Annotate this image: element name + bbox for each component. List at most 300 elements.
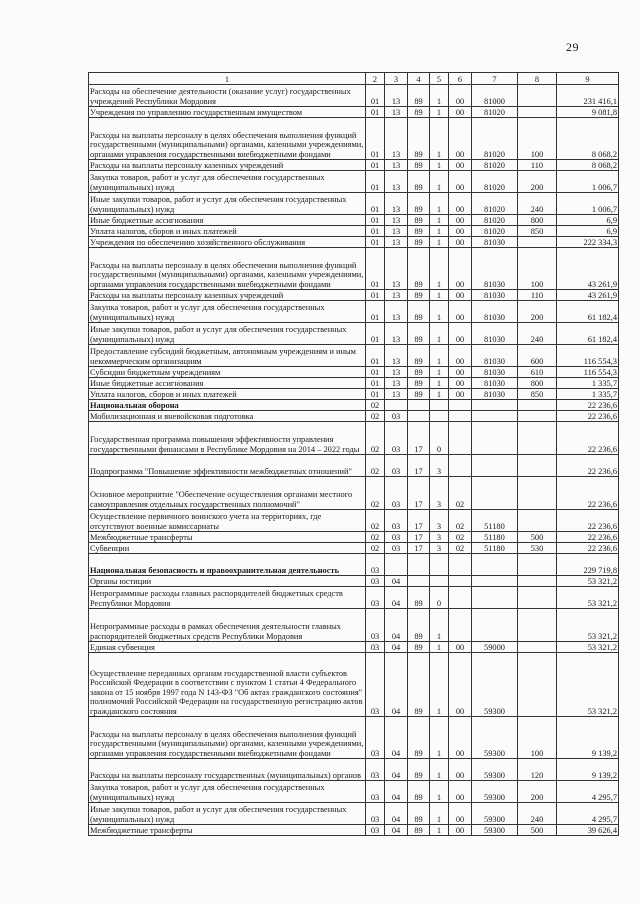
amount-cell: 1 335,7: [557, 389, 619, 400]
row-name-cell: Подпрограмма "Повышение эффективности межбюджетных отношений": [89, 455, 366, 477]
expense-type-cell: 100: [518, 717, 557, 759]
direction-code-cell: 81030: [472, 301, 518, 323]
section-code-cell: 01: [366, 215, 385, 226]
direction-code-cell: 59300: [472, 717, 518, 759]
program-code-cell: 89: [408, 193, 430, 215]
column-header: 8: [518, 73, 557, 85]
expense-type-cell: [518, 107, 557, 118]
program-code-cell: 89: [408, 781, 430, 803]
subprogram-code-cell: 1: [430, 803, 449, 825]
amount-cell: 22 236,6: [557, 510, 619, 532]
row-name-cell: Субсидии бюджетным учреждениям: [89, 367, 366, 378]
event-code-cell: 00: [449, 290, 472, 301]
budget-table-container: [88, 72, 618, 836]
subsection-code-cell: 04: [385, 576, 408, 587]
program-code-cell: 89: [408, 118, 430, 160]
subprogram-code-cell: 1: [430, 248, 449, 290]
direction-code-cell: [472, 576, 518, 587]
expense-type-cell: 200: [518, 301, 557, 323]
expense-type-cell: [518, 422, 557, 455]
row-name-cell: Расходы на выплаты персоналу в целях обеспечения выполнения функций государственными (муниципальными) органами, казенными учреждениями, органами управления государственными внебюджетными фондами: [89, 248, 366, 290]
table-row: [89, 290, 619, 301]
subprogram-code-cell: 3: [430, 477, 449, 510]
expense-type-cell: 240: [518, 323, 557, 345]
column-header: 3: [385, 73, 408, 85]
subsection-code-cell: 13: [385, 301, 408, 323]
event-code-cell: 00: [449, 781, 472, 803]
program-code-cell: 17: [408, 532, 430, 543]
event-code-cell: 00: [449, 389, 472, 400]
expense-type-cell: 110: [518, 290, 557, 301]
event-code-cell: 00: [449, 759, 472, 781]
amount-cell: 116 554,3: [557, 345, 619, 367]
direction-code-cell: 81030: [472, 367, 518, 378]
table-row: [89, 642, 619, 653]
subprogram-code-cell: 1: [430, 160, 449, 171]
amount-cell: 1 006,7: [557, 171, 619, 193]
section-code-cell: 03: [366, 576, 385, 587]
table-body: [89, 85, 619, 836]
expense-type-cell: [518, 510, 557, 532]
amount-cell: 39 626,4: [557, 825, 619, 836]
amount-cell: 53 321,2: [557, 653, 619, 717]
direction-code-cell: [472, 422, 518, 455]
expense-type-cell: [518, 653, 557, 717]
direction-code-cell: 81030: [472, 237, 518, 248]
row-name-cell: Иные закупки товаров, работ и услуг для обеспечения государственных (муниципальных) нужд: [89, 193, 366, 215]
expense-type-cell: 100: [518, 118, 557, 160]
direction-code-cell: 59300: [472, 825, 518, 836]
section-code-cell: 02: [366, 543, 385, 554]
amount-cell: 53 321,2: [557, 576, 619, 587]
row-name-cell: Непрограммные расходы главных распорядителей бюджетных средств Республики Мордовия: [89, 587, 366, 609]
program-code-cell: 89: [408, 609, 430, 642]
section-code-cell: 01: [366, 193, 385, 215]
amount-cell: 229 719,8: [557, 554, 619, 576]
program-code-cell: 89: [408, 215, 430, 226]
expense-type-cell: 120: [518, 759, 557, 781]
column-header: 5: [430, 73, 449, 85]
expense-type-cell: [518, 642, 557, 653]
event-code-cell: 00: [449, 248, 472, 290]
subsection-code-cell: 13: [385, 107, 408, 118]
event-code-cell: 00: [449, 85, 472, 107]
direction-code-cell: [472, 587, 518, 609]
section-code-cell: 02: [366, 411, 385, 422]
table-row: [89, 455, 619, 477]
direction-code-cell: 81030: [472, 323, 518, 345]
expense-type-cell: [518, 554, 557, 576]
amount-cell: 22 236,6: [557, 477, 619, 510]
row-name-cell: Иные бюджетные ассигнования: [89, 378, 366, 389]
row-name-cell: Органы юстиции: [89, 576, 366, 587]
subsection-code-cell: 04: [385, 825, 408, 836]
row-name-cell: Иные закупки товаров, работ и услуг для обеспечения государственных (муниципальных) нужд: [89, 323, 366, 345]
row-name-cell: Государственная программа повышения эффективности управления государственными финансами в Республике Мордовия на 2014 – 2022 годы: [89, 422, 366, 455]
direction-code-cell: 59300: [472, 803, 518, 825]
event-code-cell: 00: [449, 642, 472, 653]
amount-cell: 8 068,2: [557, 118, 619, 160]
subprogram-code-cell: 3: [430, 543, 449, 554]
event-code-cell: 00: [449, 653, 472, 717]
table-row: [89, 171, 619, 193]
table-row: [89, 237, 619, 248]
table-row: [89, 378, 619, 389]
row-name-cell: Уплата налогов, сборов и иных платежей: [89, 389, 366, 400]
direction-code-cell: 59300: [472, 653, 518, 717]
subprogram-code-cell: [430, 554, 449, 576]
expense-type-cell: [518, 477, 557, 510]
subsection-code-cell: 03: [385, 477, 408, 510]
expense-type-cell: [518, 455, 557, 477]
section-code-cell: 01: [366, 171, 385, 193]
program-code-cell: 17: [408, 477, 430, 510]
table-row: [89, 653, 619, 717]
event-code-cell: 02: [449, 477, 472, 510]
subprogram-code-cell: 1: [430, 378, 449, 389]
table-row: [89, 510, 619, 532]
table-row: [89, 543, 619, 554]
expense-type-cell: 800: [518, 378, 557, 389]
section-code-cell: 01: [366, 301, 385, 323]
program-code-cell: 89: [408, 642, 430, 653]
section-code-cell: 03: [366, 554, 385, 576]
expense-type-cell: 530: [518, 543, 557, 554]
subsection-code-cell: 13: [385, 118, 408, 160]
event-code-cell: 02: [449, 510, 472, 532]
program-code-cell: 89: [408, 160, 430, 171]
subsection-code-cell: 13: [385, 248, 408, 290]
subsection-code-cell: [385, 400, 408, 411]
subprogram-code-cell: 1: [430, 653, 449, 717]
section-code-cell: 01: [366, 226, 385, 237]
direction-code-cell: 81020: [472, 171, 518, 193]
section-code-cell: 01: [366, 389, 385, 400]
page-number: 29: [566, 40, 579, 54]
subsection-code-cell: [385, 554, 408, 576]
expense-type-cell: [518, 85, 557, 107]
expense-type-cell: 100: [518, 248, 557, 290]
subprogram-code-cell: 1: [430, 193, 449, 215]
table-row: [89, 803, 619, 825]
section-code-cell: 01: [366, 160, 385, 171]
section-code-cell: 02: [366, 422, 385, 455]
section-code-cell: 02: [366, 400, 385, 411]
direction-code-cell: 81030: [472, 389, 518, 400]
expense-type-cell: 850: [518, 226, 557, 237]
event-code-cell: [449, 576, 472, 587]
section-code-cell: 02: [366, 477, 385, 510]
amount-cell: 4 295,7: [557, 803, 619, 825]
section-code-cell: 03: [366, 609, 385, 642]
amount-cell: 6,9: [557, 226, 619, 237]
subprogram-code-cell: 1: [430, 118, 449, 160]
direction-code-cell: 59300: [472, 759, 518, 781]
table-row: [89, 118, 619, 160]
subsection-code-cell: 13: [385, 367, 408, 378]
section-code-cell: 02: [366, 532, 385, 543]
subprogram-code-cell: 3: [430, 455, 449, 477]
row-name-cell: Расходы на выплаты персоналу казенных учреждений: [89, 160, 366, 171]
event-code-cell: 00: [449, 301, 472, 323]
row-name-cell: Учреждения по обеспечению хозяйственного обслуживания: [89, 237, 366, 248]
expense-type-cell: [518, 587, 557, 609]
amount-cell: 9 081,8: [557, 107, 619, 118]
section-code-cell: 01: [366, 378, 385, 389]
section-code-cell: 01: [366, 237, 385, 248]
section-code-cell: 03: [366, 759, 385, 781]
event-code-cell: 00: [449, 226, 472, 237]
row-name-cell: Расходы на обеспечение деятельности (оказание услуг) государственных учреждений Республики Мордовия: [89, 85, 366, 107]
table-row: [89, 411, 619, 422]
direction-code-cell: [472, 554, 518, 576]
subsection-code-cell: 13: [385, 378, 408, 389]
expense-type-cell: [518, 576, 557, 587]
event-code-cell: 00: [449, 803, 472, 825]
subprogram-code-cell: 1: [430, 367, 449, 378]
program-code-cell: 89: [408, 587, 430, 609]
direction-code-cell: 51180: [472, 510, 518, 532]
direction-code-cell: [472, 400, 518, 411]
table-row: [89, 759, 619, 781]
subsection-code-cell: 04: [385, 587, 408, 609]
subprogram-code-cell: 1: [430, 215, 449, 226]
row-name-cell: Расходы на выплаты персоналу государственных (муниципальных) органов: [89, 759, 366, 781]
subprogram-code-cell: 0: [430, 422, 449, 455]
subsection-code-cell: 03: [385, 411, 408, 422]
program-code-cell: 89: [408, 825, 430, 836]
program-code-cell: [408, 411, 430, 422]
event-code-cell: [449, 587, 472, 609]
event-code-cell: 00: [449, 160, 472, 171]
subsection-code-cell: 03: [385, 510, 408, 532]
event-code-cell: 00: [449, 215, 472, 226]
section-code-cell: 01: [366, 118, 385, 160]
subsection-code-cell: 04: [385, 642, 408, 653]
expense-type-cell: 850: [518, 389, 557, 400]
program-code-cell: [408, 400, 430, 411]
subsection-code-cell: 13: [385, 171, 408, 193]
subsection-code-cell: 13: [385, 85, 408, 107]
event-code-cell: [449, 400, 472, 411]
amount-cell: 22 236,6: [557, 400, 619, 411]
program-code-cell: 89: [408, 345, 430, 367]
subprogram-code-cell: 1: [430, 290, 449, 301]
direction-code-cell: 81020: [472, 215, 518, 226]
row-name-cell: Национальная оборона: [89, 400, 366, 411]
section-code-cell: 03: [366, 587, 385, 609]
row-name-cell: Уплата налогов, сборов и иных платежей: [89, 226, 366, 237]
direction-code-cell: 59300: [472, 781, 518, 803]
direction-code-cell: 59000: [472, 642, 518, 653]
subsection-code-cell: 04: [385, 781, 408, 803]
row-name-cell: Единая субвенция: [89, 642, 366, 653]
table-row: [89, 226, 619, 237]
section-code-cell: 03: [366, 781, 385, 803]
section-code-cell: 03: [366, 642, 385, 653]
amount-cell: 53 321,2: [557, 642, 619, 653]
table-row: [89, 193, 619, 215]
row-name-cell: Учреждения по управлению государственным имуществом: [89, 107, 366, 118]
table-row: [89, 389, 619, 400]
direction-code-cell: 81020: [472, 118, 518, 160]
expense-type-cell: 240: [518, 803, 557, 825]
subprogram-code-cell: 1: [430, 237, 449, 248]
amount-cell: 6,9: [557, 215, 619, 226]
subprogram-code-cell: 1: [430, 301, 449, 323]
program-code-cell: 17: [408, 510, 430, 532]
program-code-cell: 89: [408, 226, 430, 237]
program-code-cell: 89: [408, 389, 430, 400]
amount-cell: 53 321,2: [557, 587, 619, 609]
amount-cell: 43 261,9: [557, 290, 619, 301]
section-code-cell: 01: [366, 323, 385, 345]
subprogram-code-cell: 1: [430, 609, 449, 642]
amount-cell: 116 554,3: [557, 367, 619, 378]
subprogram-code-cell: 1: [430, 759, 449, 781]
section-code-cell: 02: [366, 510, 385, 532]
table-row: [89, 576, 619, 587]
subsection-code-cell: 13: [385, 345, 408, 367]
amount-cell: 53 321,2: [557, 609, 619, 642]
direction-code-cell: 51180: [472, 532, 518, 543]
subprogram-code-cell: 1: [430, 171, 449, 193]
program-code-cell: 89: [408, 171, 430, 193]
program-code-cell: 17: [408, 543, 430, 554]
event-code-cell: [449, 554, 472, 576]
direction-code-cell: [472, 455, 518, 477]
column-header: 1: [89, 73, 366, 85]
expense-type-cell: 610: [518, 367, 557, 378]
subprogram-code-cell: 1: [430, 717, 449, 759]
program-code-cell: [408, 576, 430, 587]
row-name-cell: Межбюджетные трансферты: [89, 825, 366, 836]
amount-cell: 22 236,6: [557, 543, 619, 554]
row-name-cell: Субвенции: [89, 543, 366, 554]
program-code-cell: 89: [408, 378, 430, 389]
subsection-code-cell: 04: [385, 803, 408, 825]
column-header: 6: [449, 73, 472, 85]
subsection-code-cell: 03: [385, 543, 408, 554]
row-name-cell: Закупка товаров, работ и услуг для обеспечения государственных (муниципальных) нужд: [89, 301, 366, 323]
table-row: [89, 345, 619, 367]
column-header: 4: [408, 73, 430, 85]
amount-cell: 22 236,6: [557, 532, 619, 543]
expense-type-cell: 240: [518, 193, 557, 215]
section-code-cell: 03: [366, 803, 385, 825]
program-code-cell: [408, 554, 430, 576]
section-code-cell: 03: [366, 717, 385, 759]
table-header-row: [89, 73, 619, 85]
section-code-cell: 03: [366, 653, 385, 717]
expense-type-cell: 200: [518, 171, 557, 193]
subprogram-code-cell: [430, 400, 449, 411]
section-code-cell: 01: [366, 107, 385, 118]
subsection-code-cell: 04: [385, 759, 408, 781]
event-code-cell: 02: [449, 543, 472, 554]
table-row: [89, 422, 619, 455]
event-code-cell: 00: [449, 345, 472, 367]
table-row: [89, 323, 619, 345]
row-name-cell: Иные бюджетные ассигнования: [89, 215, 366, 226]
amount-cell: 43 261,9: [557, 248, 619, 290]
amount-cell: 9 139,2: [557, 759, 619, 781]
row-name-cell: Непрограммные расходы в рамках обеспечения деятельности главных распорядителей бюджетных средств Республики Мордовия: [89, 609, 366, 642]
section-code-cell: 01: [366, 85, 385, 107]
subsection-code-cell: 03: [385, 455, 408, 477]
subsection-code-cell: 03: [385, 532, 408, 543]
table-row: [89, 367, 619, 378]
event-code-cell: 00: [449, 825, 472, 836]
section-code-cell: 03: [366, 825, 385, 836]
table-row: [89, 107, 619, 118]
direction-code-cell: [472, 411, 518, 422]
subsection-code-cell: 04: [385, 609, 408, 642]
table-row: [89, 400, 619, 411]
subsection-code-cell: 04: [385, 717, 408, 759]
row-name-cell: Закупка товаров, работ и услуг для обеспечения государственных (муниципальных) нужд: [89, 781, 366, 803]
event-code-cell: 00: [449, 193, 472, 215]
subprogram-code-cell: 1: [430, 107, 449, 118]
amount-cell: 22 236,6: [557, 411, 619, 422]
event-code-cell: [449, 609, 472, 642]
direction-code-cell: 81030: [472, 248, 518, 290]
direction-code-cell: 81000: [472, 85, 518, 107]
program-code-cell: 89: [408, 323, 430, 345]
column-header: 7: [472, 73, 518, 85]
expense-type-cell: 500: [518, 532, 557, 543]
program-code-cell: 17: [408, 422, 430, 455]
subprogram-code-cell: 1: [430, 85, 449, 107]
subsection-code-cell: 13: [385, 193, 408, 215]
table-row: [89, 554, 619, 576]
direction-code-cell: 81020: [472, 193, 518, 215]
amount-cell: 231 416,1: [557, 85, 619, 107]
amount-cell: 1 006,7: [557, 193, 619, 215]
expense-type-cell: 500: [518, 825, 557, 836]
subprogram-code-cell: 1: [430, 345, 449, 367]
row-name-cell: Межбюджетные трансферты: [89, 532, 366, 543]
row-name-cell: Расходы на выплаты персоналу казенных учреждений: [89, 290, 366, 301]
table-row: [89, 609, 619, 642]
table-row: [89, 85, 619, 107]
subsection-code-cell: 13: [385, 215, 408, 226]
program-code-cell: 89: [408, 248, 430, 290]
row-name-cell: Закупка товаров, работ и услуг для обеспечения государственных (муниципальных) нужд: [89, 171, 366, 193]
amount-cell: 22 236,6: [557, 422, 619, 455]
program-code-cell: 89: [408, 653, 430, 717]
section-code-cell: 01: [366, 248, 385, 290]
budget-table: [88, 72, 619, 836]
program-code-cell: 89: [408, 717, 430, 759]
column-header: 9: [557, 73, 619, 85]
subprogram-code-cell: 1: [430, 389, 449, 400]
direction-code-cell: 81030: [472, 345, 518, 367]
table-row: [89, 477, 619, 510]
direction-code-cell: 81030: [472, 378, 518, 389]
expense-type-cell: [518, 609, 557, 642]
amount-cell: 222 334,3: [557, 237, 619, 248]
section-code-cell: 01: [366, 367, 385, 378]
subsection-code-cell: 13: [385, 323, 408, 345]
subprogram-code-cell: [430, 576, 449, 587]
subprogram-code-cell: 1: [430, 825, 449, 836]
expense-type-cell: [518, 237, 557, 248]
table-row: [89, 160, 619, 171]
amount-cell: 9 139,2: [557, 717, 619, 759]
program-code-cell: 89: [408, 107, 430, 118]
subprogram-code-cell: 1: [430, 642, 449, 653]
